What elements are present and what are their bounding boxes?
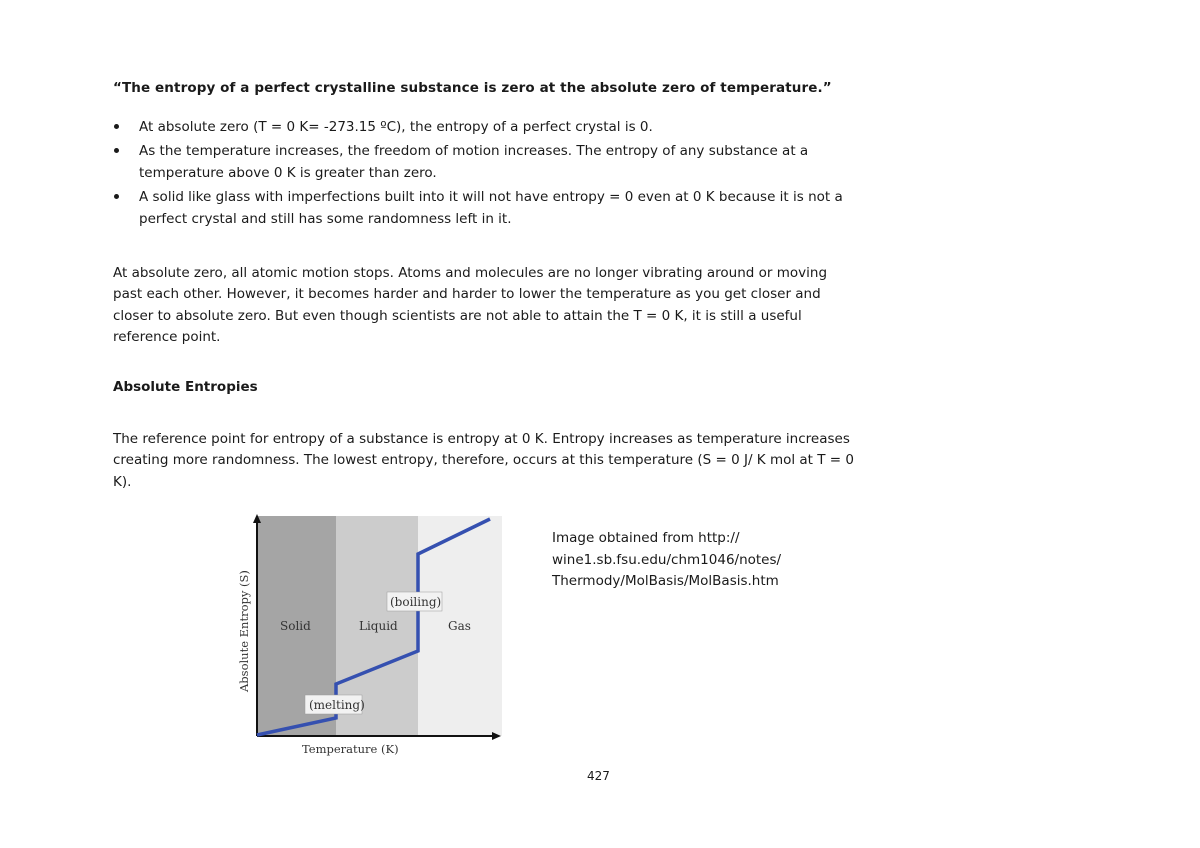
bullet-item (113, 186, 853, 230)
boiling-label: (boiling) (390, 595, 442, 609)
image-source-caption: Image obtained from http:// wine1.sb.fsu.edu/chm1046/notes/ Thermody/MolBasis/MolBasis.htm (552, 530, 782, 589)
melting-label: (melting) (309, 698, 365, 712)
bullet-dot-icon (114, 194, 119, 199)
law-statement-quote: “The entropy of a perfect crystalline substance is zero at the absolute zero of temperature.” (113, 79, 832, 96)
bullet-dot-icon (114, 124, 119, 129)
paragraph-reference-point: The reference point for entropy of a substance is entropy at 0 K. Entropy increases as temperature increases creating more randomness. The lowest entropy, therefore, occurs at this temperature (S = 0 J/ K mol at T = 0 K). (113, 431, 854, 490)
region-label-gas: Gas (448, 619, 471, 633)
bullet-dot-icon (114, 148, 119, 153)
section-heading: Absolute Entropies (113, 379, 258, 395)
region-label-liquid: Liquid (359, 619, 398, 633)
page-number: 427 (587, 769, 610, 783)
bullet-text: As the temperature increases, the freedom of motion increases. The entropy of any substance at a temperature above 0 K is greater than zero. (139, 143, 809, 181)
bullet-item (113, 140, 853, 184)
x-axis-label: Temperature (K) (302, 742, 399, 756)
paragraph-absolute-zero: At absolute zero, all atomic motion stops. Atoms and molecules are no longer vibrating around or moving past each other. However, it becomes harder and harder to lower the temperature as you get closer and closer to absolute zero. But even though scientists are not able to attain the T = 0 K, it is still a useful reference point. (113, 265, 828, 345)
entropy-temperature-figure (230, 508, 510, 762)
bullet-list (113, 116, 853, 232)
region-label-solid: Solid (280, 619, 311, 633)
bullet-item (113, 116, 853, 138)
y-axis-label: Absolute Entropy (S) (237, 570, 251, 692)
bullet-text: A solid like glass with imperfections built into it will not have entropy = 0 even at 0 K because it is not a perfect crystal and still has some randomness left in it. (139, 189, 843, 227)
bullet-text: At absolute zero (T = 0 K= -273.15 ºC), the entropy of a perfect crystal is 0. (139, 119, 653, 135)
